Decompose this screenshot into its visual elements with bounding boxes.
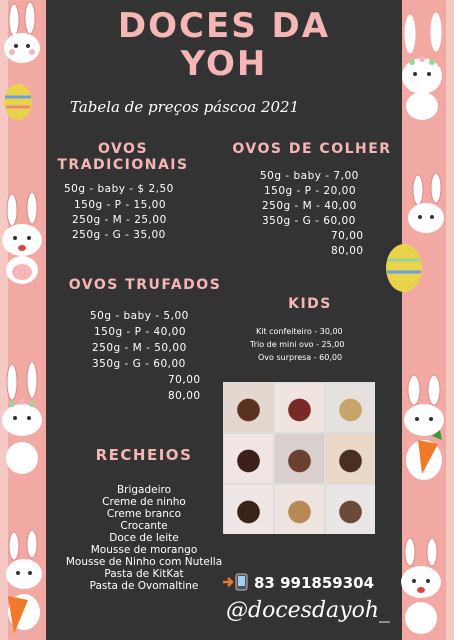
brand-title-line2: YOH <box>180 44 268 84</box>
price-colher-2: 250g - M - 40,00 <box>262 200 357 212</box>
recheio-8: Pasta de Ovomaltine <box>89 580 199 592</box>
price-colher-1: 150g - P - 20,00 <box>264 185 357 197</box>
price-trufado-0: 50g - baby - 5,00 <box>90 310 189 322</box>
recheio-6: Mousse de Ninho com Nutella <box>65 556 223 568</box>
price-trufado-2: 250g - M - 50,00 <box>92 342 187 354</box>
phone-icon <box>222 573 252 591</box>
kids-item-0: Kit confeiteiro - 30,00 <box>256 327 343 336</box>
recheio-3: Crocante <box>120 520 168 532</box>
price-trufado-5: 80,00 <box>168 390 201 402</box>
price-trufado-3: 350g - G - 60,00 <box>92 358 186 370</box>
bunny-egg-right-icon <box>382 172 452 296</box>
photo-egg-4 <box>224 434 273 483</box>
section-title-recheios: RECHEIOS <box>95 446 193 464</box>
photo-egg-2 <box>275 383 324 432</box>
price-colher-5: 80,00 <box>331 245 364 257</box>
price-colher-0: 50g - baby - 7,00 <box>260 170 359 182</box>
bunny-top-left-icon <box>0 2 48 122</box>
recheio-4: Doce de leite <box>109 532 179 544</box>
price-colher-3: 350g - G - 60,00 <box>262 215 356 227</box>
brand-title-line1: DOCES DA <box>117 6 331 46</box>
bunny-bottom-left-icon <box>0 530 46 638</box>
recheio-2: Creme branco <box>106 508 182 520</box>
photo-egg-6 <box>326 434 375 483</box>
recheio-1: Creme de ninho <box>102 496 186 508</box>
photo-egg-1 <box>224 383 273 432</box>
photo-egg-9 <box>326 485 375 534</box>
recheio-7: Pasta de KitKat <box>104 568 184 580</box>
recheio-5: Mousse de morango <box>90 544 198 556</box>
photo-egg-5 <box>275 434 324 483</box>
price-trufado-4: 70,00 <box>168 374 201 386</box>
recheio-0: Brigadeiro <box>116 484 172 496</box>
section-title-tradicionais-1: OVOS <box>97 141 149 157</box>
photo-egg-8 <box>275 485 324 534</box>
section-title-tradicionais-2: TRADICIONAIS <box>57 157 189 173</box>
bunny-carrot-right-icon <box>392 374 452 484</box>
kids-item-1: Trio de mini ovo - 25,00 <box>250 340 345 349</box>
price-trufado-1: 150g - P - 40,00 <box>94 326 187 338</box>
product-photo-collage <box>223 382 375 534</box>
section-title-kids: KIDS <box>288 296 332 312</box>
phone-number[interactable]: 83 991859304 <box>254 574 375 592</box>
price-tradicional-0: 50g - baby - $ 2,50 <box>64 183 174 195</box>
section-title-trufados: OVOS TRUFADOS <box>68 277 222 293</box>
bunny-lower-left-icon <box>0 362 46 480</box>
bunny-bottom-right-icon <box>390 538 452 638</box>
instagram-handle[interactable]: @docesdayoh_ <box>226 598 391 623</box>
price-tradicional-1: 150g - P - 15,00 <box>74 199 167 211</box>
kids-item-2: Ovo surpresa - 60,00 <box>258 353 343 362</box>
subtitle: Tabela de preços páscoa 2021 <box>70 98 300 116</box>
price-colher-4: 70,00 <box>331 230 364 242</box>
photo-egg-3 <box>326 383 375 432</box>
section-title-colher: OVOS DE COLHER <box>232 141 392 157</box>
price-tradicional-2: 250g - M - 25,00 <box>72 214 167 226</box>
price-tradicional-3: 250g - G - 35,00 <box>72 229 166 241</box>
bunny-mid-left-icon <box>0 192 46 288</box>
